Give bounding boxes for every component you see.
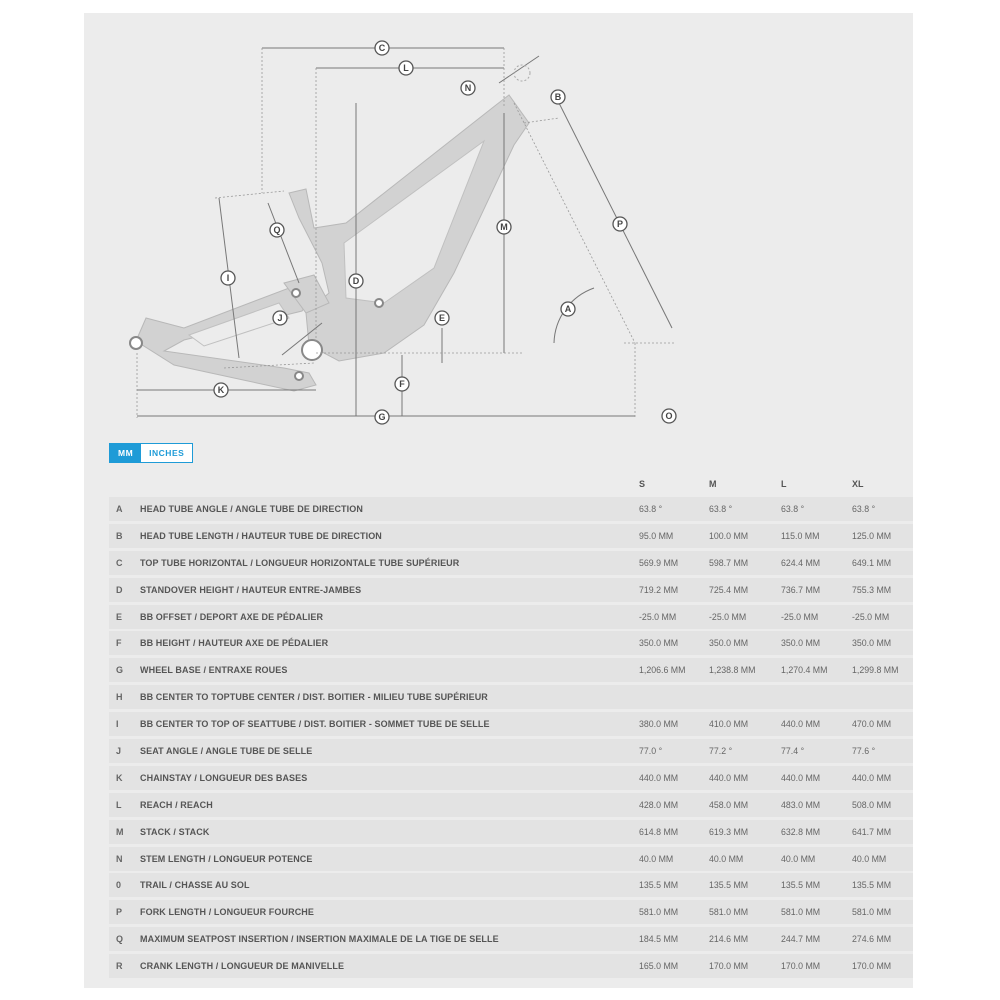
row-letter: Q — [116, 934, 124, 945]
value-xl: 508.0 MM — [852, 799, 892, 810]
frame-drawing — [84, 13, 913, 443]
value-m: 619.3 MM — [709, 826, 749, 837]
row-description: SEAT ANGLE / ANGLE TUBE DE SELLE — [140, 746, 313, 757]
row-letter: D — [116, 584, 123, 595]
label-c — [375, 41, 389, 55]
label-f — [395, 377, 409, 391]
value-l: 632.8 MM — [781, 826, 821, 837]
value-xl: 40.0 MM — [852, 853, 887, 864]
table-row — [109, 793, 913, 817]
label-a — [561, 302, 575, 316]
value-l: 350.0 MM — [781, 638, 821, 649]
row-letter: 0 — [116, 880, 122, 891]
row-letter: F — [116, 638, 122, 649]
table-row — [109, 578, 913, 602]
column-header-l: L — [781, 479, 787, 489]
table-row — [109, 551, 913, 575]
unit-mm-button[interactable]: MM — [110, 444, 141, 462]
value-s: 63.8 ° — [639, 504, 663, 514]
unit-toggle — [109, 443, 193, 463]
value-l: 440.0 MM — [781, 719, 821, 730]
svg-text:L: L — [403, 63, 409, 73]
svg-text:J: J — [277, 313, 283, 323]
value-l: 77.4 ° — [781, 746, 805, 757]
row-description: BB OFFSET / DEPORT AXE DE PÉDALIER — [140, 611, 324, 622]
value-l: 115.0 MM — [781, 530, 820, 541]
svg-text:P: P — [616, 219, 624, 229]
row-letter: K — [116, 772, 123, 783]
table-row — [109, 631, 913, 655]
svg-text:C: C — [378, 43, 386, 53]
row-description: REACH / REACH — [140, 799, 213, 810]
svg-text:I: I — [226, 273, 230, 283]
table-row — [109, 739, 913, 763]
row-letter: A — [116, 504, 123, 514]
value-l: 63.8 ° — [781, 504, 805, 514]
value-m: 135.5 MM — [709, 880, 749, 891]
value-xl: 440.0 MM — [852, 772, 892, 783]
svg-text:A: A — [564, 304, 572, 314]
row-description: MAXIMUM SEATPOST INSERTION / INSERTION MAXIMALE DE LA TIGE DE SELLE — [140, 934, 499, 945]
value-s: 135.5 MM — [639, 880, 679, 891]
value-m: 214.6 MM — [709, 934, 749, 945]
svg-text:K: K — [217, 385, 225, 395]
value-s: 77.0 ° — [639, 746, 663, 757]
value-s: 440.0 MM — [639, 772, 679, 783]
value-s: 1,206.6 MM — [639, 665, 686, 676]
value-s: 380.0 MM — [639, 719, 679, 730]
row-description: HEAD TUBE ANGLE / ANGLE TUBE DE DIRECTION — [140, 504, 363, 514]
label-p — [613, 217, 627, 231]
value-xl: 170.0 MM — [852, 961, 892, 972]
value-xl: 63.8 ° — [852, 504, 876, 514]
value-m: 458.0 MM — [709, 799, 749, 810]
value-m: 598.7 MM — [709, 557, 749, 568]
value-m: 40.0 MM — [709, 853, 744, 864]
column-header-xl: XL — [852, 479, 864, 489]
value-xl: -25.0 MM — [852, 611, 890, 622]
row-letter: P — [116, 907, 123, 918]
table-row — [109, 712, 913, 736]
value-xl: 350.0 MM — [852, 638, 892, 649]
value-s: 350.0 MM — [639, 638, 679, 649]
column-header-s: S — [639, 479, 646, 489]
value-l: -25.0 MM — [781, 611, 819, 622]
value-s: 95.0 MM — [639, 530, 674, 541]
row-description: CRANK LENGTH / LONGUEUR DE MANIVELLE — [140, 961, 345, 972]
row-letter: C — [116, 557, 123, 568]
value-s: -25.0 MM — [639, 611, 677, 622]
value-m: 350.0 MM — [709, 638, 749, 649]
value-l: 170.0 MM — [781, 961, 821, 972]
value-xl: 641.7 MM — [852, 826, 892, 837]
value-s: 165.0 MM — [639, 961, 679, 972]
label-d — [349, 274, 363, 288]
value-xl: 135.5 MM — [852, 880, 892, 891]
row-description: CHAINSTAY / LONGUEUR DES BASES — [140, 772, 308, 783]
row-description: TOP TUBE HORIZONTAL / LONGUEUR HORIZONTALE TUBE SUPÉRIEUR — [140, 557, 460, 568]
value-m: 440.0 MM — [709, 772, 749, 783]
table-row — [109, 900, 913, 924]
table-row — [109, 605, 913, 629]
value-xl: 77.6 ° — [852, 746, 876, 757]
table-body — [109, 497, 913, 978]
label-o — [662, 409, 676, 423]
row-letter: R — [116, 961, 123, 972]
value-m: 100.0 MM — [709, 530, 749, 541]
value-l: 40.0 MM — [781, 853, 816, 864]
row-letter: J — [116, 746, 122, 757]
label-m — [497, 220, 511, 234]
svg-text:E: E — [438, 313, 446, 323]
value-s: 614.8 MM — [639, 826, 679, 837]
value-xl: 581.0 MM — [852, 907, 892, 918]
value-xl: 274.6 MM — [852, 934, 892, 945]
table-row — [109, 685, 913, 709]
value-xl: 125.0 MM — [852, 530, 892, 541]
table-row — [109, 497, 913, 521]
angle-arc — [554, 288, 594, 343]
value-xl: 1,299.8 MM — [852, 665, 899, 676]
value-l: 135.5 MM — [781, 880, 821, 891]
value-l: 736.7 MM — [781, 584, 821, 595]
value-l: 440.0 MM — [781, 772, 821, 783]
row-letter: I — [116, 719, 119, 730]
svg-text:B: B — [554, 92, 562, 102]
row-letter: G — [116, 665, 124, 676]
value-s: 581.0 MM — [639, 907, 679, 918]
value-l: 1,270.4 MM — [781, 665, 828, 676]
label-l — [399, 61, 413, 75]
value-s: 719.2 MM — [639, 584, 679, 595]
frame-geometry-diagram — [84, 13, 913, 443]
value-s: 184.5 MM — [639, 934, 679, 945]
value-xl: 649.1 MM — [852, 557, 892, 568]
column-header-m: M — [709, 479, 717, 489]
row-description: WHEEL BASE / ENTRAXE ROUES — [140, 665, 288, 676]
svg-text:Q: Q — [273, 225, 281, 235]
bike-frame — [136, 95, 529, 391]
value-l: 244.7 MM — [781, 934, 821, 945]
row-letter: H — [116, 692, 123, 703]
value-l: 581.0 MM — [781, 907, 821, 918]
label-q — [270, 223, 284, 237]
table-row — [109, 847, 913, 871]
table-row — [109, 820, 913, 844]
value-m: 77.2 ° — [709, 746, 733, 757]
geometry-page — [84, 13, 913, 988]
label-n — [461, 81, 475, 95]
svg-text:N: N — [464, 83, 472, 93]
value-l: 483.0 MM — [781, 799, 821, 810]
row-description: BB HEIGHT / HAUTEUR AXE DE PÉDALIER — [140, 638, 329, 649]
row-letter: L — [116, 799, 122, 810]
label-b — [551, 90, 565, 104]
table-row — [109, 927, 913, 951]
row-description: STEM LENGTH / LONGUEUR POTENCE — [140, 853, 313, 864]
geometry-table — [109, 471, 913, 981]
row-letter: E — [116, 611, 123, 622]
label-g — [375, 410, 389, 424]
value-s: 40.0 MM — [639, 853, 674, 864]
label-k — [214, 383, 228, 397]
value-m: 63.8 ° — [709, 504, 733, 514]
value-l: 624.4 MM — [781, 557, 821, 568]
value-xl: 470.0 MM — [852, 719, 892, 730]
row-description: STACK / STACK — [140, 826, 210, 837]
value-s: 569.9 MM — [639, 557, 679, 568]
svg-text:D: D — [352, 276, 360, 286]
row-description: TRAIL / CHASSE AU SOL — [140, 880, 250, 891]
row-description: BB CENTER TO TOPTUBE CENTER / DIST. BOITIER - MILIEU TUBE SUPÉRIEUR — [140, 692, 488, 703]
row-description: STANDOVER HEIGHT / HAUTEUR ENTRE-JAMBES — [140, 584, 362, 595]
value-m: 170.0 MM — [709, 961, 749, 972]
row-description: BB CENTER TO TOP OF SEATTUBE / DIST. BOITIER - SOMMET TUBE DE SELLE — [140, 719, 490, 730]
value-xl: 755.3 MM — [852, 584, 892, 595]
value-m: 410.0 MM — [709, 719, 749, 730]
table-row — [109, 658, 913, 682]
svg-text:G: G — [378, 412, 386, 422]
value-s: 428.0 MM — [639, 799, 679, 810]
table-row — [109, 954, 913, 978]
row-description: FORK LENGTH / LONGUEUR FOURCHE — [140, 907, 314, 918]
table-row — [109, 766, 913, 790]
table-row — [109, 524, 913, 548]
table-header — [109, 471, 913, 497]
unit-inches-button[interactable]: INCHES — [141, 444, 192, 462]
label-i — [221, 271, 235, 285]
value-m: 581.0 MM — [709, 907, 749, 918]
label-j — [273, 311, 287, 325]
label-e — [435, 311, 449, 325]
row-letter: M — [116, 826, 124, 837]
value-m: -25.0 MM — [709, 611, 747, 622]
value-m: 725.4 MM — [709, 584, 749, 595]
svg-text:O: O — [665, 411, 673, 421]
value-m: 1,238.8 MM — [709, 665, 756, 676]
table-row — [109, 873, 913, 897]
svg-text:F: F — [399, 379, 405, 389]
svg-text:M: M — [500, 222, 508, 232]
row-description: HEAD TUBE LENGTH / HAUTEUR TUBE DE DIRECTION — [140, 530, 382, 541]
row-letter: N — [116, 853, 123, 864]
row-letter: B — [116, 530, 123, 541]
